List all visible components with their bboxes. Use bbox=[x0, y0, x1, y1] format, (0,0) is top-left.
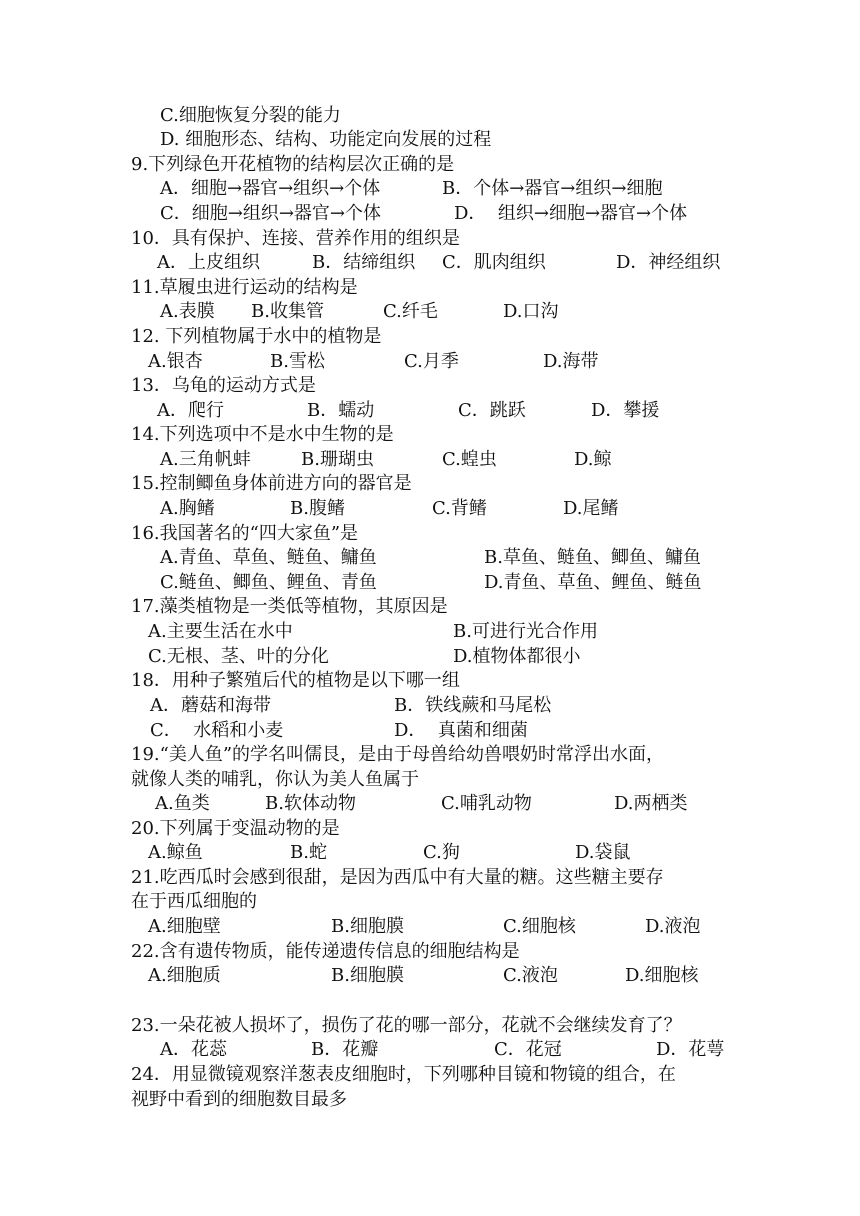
answer-option: D.口沟 bbox=[503, 301, 559, 322]
answer-option: C.纤毛 bbox=[383, 301, 438, 322]
question-line: A.胸鳍 bbox=[160, 498, 215, 519]
answer-option: B．个体→器官→组织→细胞 bbox=[442, 178, 663, 199]
answer-option: C.狗 bbox=[423, 842, 460, 863]
question-line: C.鲢鱼、鲫鱼、鲤鱼、青鱼 bbox=[160, 572, 377, 593]
question-line: 10．具有保护、连接、营养作用的组织是 bbox=[131, 228, 460, 249]
question-line: 20.下列属于变温动物的是 bbox=[131, 818, 340, 839]
answer-option: B.腹鳍 bbox=[290, 498, 345, 519]
question-line: 在于西瓜细胞的 bbox=[131, 891, 257, 912]
answer-option: D.青鱼、草鱼、鲤鱼、鲢鱼 bbox=[484, 572, 702, 593]
answer-option: C.月季 bbox=[404, 351, 459, 372]
question-line: 22.含有遗传物质，能传递遗传信息的细胞结构是 bbox=[131, 941, 520, 962]
answer-option: C．花冠 bbox=[494, 1039, 562, 1060]
answer-option: B．花瓣 bbox=[311, 1039, 379, 1060]
question-line: C.细胞恢复分裂的能力 bbox=[160, 105, 341, 126]
question-line: A.表膜 bbox=[160, 301, 215, 322]
question-line: 14.下列选项中不是水中生物的是 bbox=[131, 424, 394, 445]
answer-option: B．铁线蕨和马尾松 bbox=[394, 695, 552, 716]
question-line: A.鲸鱼 bbox=[148, 842, 203, 863]
answer-option: D.植物体都很小 bbox=[453, 646, 581, 667]
answer-option: D.两栖类 bbox=[614, 793, 688, 814]
answer-option: D.鲸 bbox=[574, 449, 612, 470]
question-line: C． 水稻和小麦 bbox=[150, 720, 284, 741]
question-line: 16.我国著名的“四大家鱼”是 bbox=[131, 523, 359, 544]
question-line: 11.草履虫进行运动的结构是 bbox=[131, 277, 358, 298]
question-line: 13．乌龟的运动方式是 bbox=[131, 375, 316, 396]
answer-option: D．攀援 bbox=[591, 400, 660, 421]
answer-option: D.尾鳍 bbox=[563, 498, 619, 519]
question-line: A.鱼类 bbox=[155, 793, 210, 814]
answer-option: C.蝗虫 bbox=[442, 449, 497, 470]
question-line: 23.一朵花被人损坏了，损伤了花的哪一部分，花就不会继续发育了？ bbox=[131, 1015, 682, 1036]
answer-option: D．神经组织 bbox=[616, 252, 721, 273]
question-line: A．蘑菇和海带 bbox=[150, 695, 271, 716]
answer-option: B．结缔组织 bbox=[312, 252, 416, 273]
question-line: 24．用显微镜观察洋葱表皮细胞时，下列哪种目镜和物镜的组合，在 bbox=[131, 1064, 676, 1085]
question-line: 15.控制鲫鱼身体前进方向的器官是 bbox=[131, 473, 412, 494]
answer-option: C.哺乳动物 bbox=[441, 793, 532, 814]
question-line: 视野中看到的细胞数目最多 bbox=[131, 1089, 347, 1110]
answer-option: D.液泡 bbox=[645, 916, 701, 937]
answer-option: B.蛇 bbox=[290, 842, 327, 863]
answer-option: B.雪松 bbox=[270, 351, 325, 372]
answer-option: B.细胞膜 bbox=[331, 916, 404, 937]
answer-option: D.细胞核 bbox=[625, 965, 699, 986]
question-line: A.细胞壁 bbox=[148, 916, 221, 937]
answer-option: B.细胞膜 bbox=[331, 965, 404, 986]
question-line: 12. 下列植物属于水中的植物是 bbox=[131, 326, 382, 347]
question-line: 9.下列绿色开花植物的结构层次正确的是 bbox=[131, 154, 455, 175]
question-line: A.三角帆蚌 bbox=[160, 449, 251, 470]
question-line: D. 细胞形态、结构、功能定向发展的过程 bbox=[160, 129, 492, 150]
answer-option: B.可进行光合作用 bbox=[453, 621, 598, 642]
question-line: 21.吃西瓜时会感到很甜，是因为西瓜中有大量的糖。这些糖主要存 bbox=[131, 867, 664, 888]
question-line: A.细胞质 bbox=[148, 965, 221, 986]
question-line: 17.藻类植物是一类低等植物，其原因是 bbox=[131, 596, 448, 617]
question-line: A．爬行 bbox=[157, 400, 224, 421]
question-line: 18．用种子繁殖后代的植物是以下哪一组 bbox=[131, 670, 460, 691]
question-line: A.主要生活在水中 bbox=[148, 621, 293, 642]
answer-option: B.收集管 bbox=[251, 301, 324, 322]
answer-option: D.海带 bbox=[543, 351, 599, 372]
answer-option: D． 组织→细胞→器官→个体 bbox=[454, 203, 688, 224]
answer-option: C．跳跃 bbox=[458, 400, 526, 421]
answer-option: C.背鳍 bbox=[432, 498, 487, 519]
answer-option: C.液泡 bbox=[503, 965, 558, 986]
question-line: A．上皮组织 bbox=[157, 252, 260, 273]
answer-option: B.珊瑚虫 bbox=[301, 449, 374, 470]
question-line: 19.“美人鱼”的学名叫儒艮，是由于母兽给幼兽喂奶时常浮出水面， bbox=[131, 744, 665, 765]
question-line: A.青鱼、草鱼、鲢鱼、鳙鱼 bbox=[160, 547, 377, 568]
answer-option: D． 真菌和细菌 bbox=[394, 720, 528, 741]
question-line: C.无根、茎、叶的分化 bbox=[148, 646, 329, 667]
question-line: 就像人类的哺乳，你认为美人鱼属于 bbox=[131, 769, 419, 790]
question-line: A．细胞→器官→组织→个体 bbox=[160, 178, 381, 199]
answer-option: C．肌肉组织 bbox=[442, 252, 546, 273]
answer-option: D.袋鼠 bbox=[575, 842, 631, 863]
answer-option: D．花萼 bbox=[656, 1039, 725, 1060]
question-line: A．花蕊 bbox=[160, 1039, 227, 1060]
question-line: C．细胞→组织→器官→个体 bbox=[160, 203, 382, 224]
answer-option: B．蠕动 bbox=[307, 400, 375, 421]
answer-option: C.细胞核 bbox=[503, 916, 576, 937]
answer-option: B.草鱼、鲢鱼、鲫鱼、鳙鱼 bbox=[484, 547, 701, 568]
answer-option: B.软体动物 bbox=[265, 793, 356, 814]
question-line: A.银杏 bbox=[148, 351, 203, 372]
